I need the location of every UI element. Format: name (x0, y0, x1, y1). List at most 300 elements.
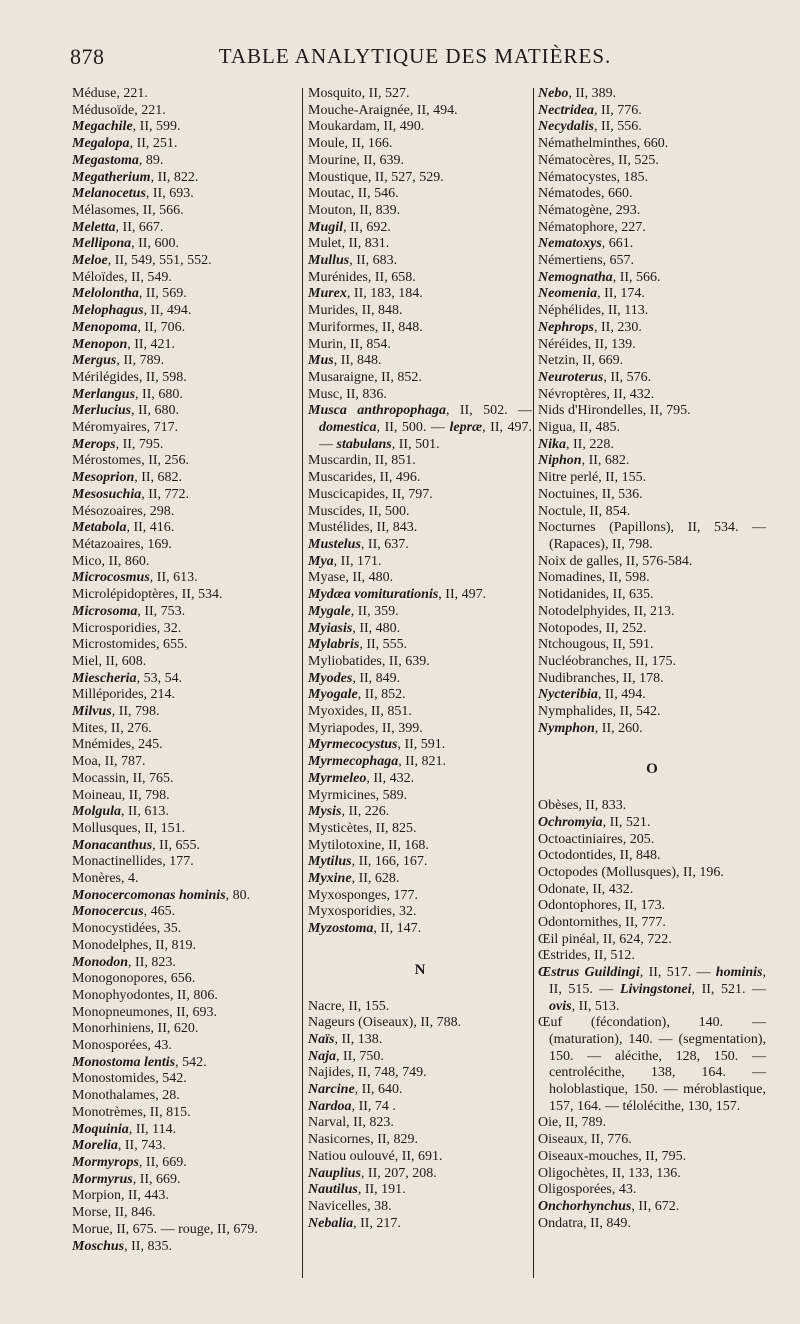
entry-taxon-name: Nycteribia (538, 687, 598, 703)
index-entry (538, 671, 766, 688)
entry-text: Narval, II, 823. (308, 1115, 394, 1131)
column-divider (302, 88, 303, 1278)
entry-text: , II, 637. (360, 536, 409, 552)
entry-taxon-name: Myrmecophaga (308, 754, 399, 770)
entry-taxon-name: Niphon (538, 453, 582, 469)
index-entry (308, 353, 532, 370)
entry-text: , II, 667. (115, 219, 164, 235)
entry-text: Octodontides, II, 848. (538, 848, 661, 864)
entry-text: Mulet, II, 831. (308, 236, 390, 252)
entry-text: Médusoïde, 221. (72, 102, 166, 118)
index-entry (538, 1166, 766, 1183)
entry-text: Myliobatides, II, 639. (308, 653, 430, 669)
entry-taxon-name: Metabola (72, 520, 127, 536)
entry-text: , II, 628. (351, 871, 400, 887)
entry-text: Notodelphyides, II, 213. (538, 603, 675, 619)
entry-taxon-name: Melolontha (72, 286, 139, 302)
index-entry (308, 220, 532, 237)
index-entry (72, 654, 298, 671)
index-entry (72, 737, 298, 754)
index-entry (538, 1015, 766, 1115)
entry-taxon-name: Moquinia (72, 1121, 129, 1137)
entry-text: Odonate, II, 432. (538, 881, 634, 897)
index-entry (72, 804, 298, 821)
entry-text: Monostomides, 542. (72, 1071, 187, 1087)
entry-taxon-name: Onchorhynchus (538, 1199, 632, 1214)
index-entry (72, 671, 298, 688)
page-header (70, 44, 760, 78)
entry-text: Murénides, II, 658. (308, 269, 416, 285)
entry-text: Monopneumones, II, 693. (72, 1004, 218, 1020)
index-entry (72, 788, 298, 805)
index-entry (538, 654, 766, 671)
index-entry (538, 1199, 766, 1216)
entry-text: , II, 655. (152, 837, 200, 853)
index-entry (308, 1115, 532, 1132)
index-entry (308, 704, 532, 721)
index-entry (72, 370, 298, 387)
entry-taxon-name: Narcine (308, 1082, 355, 1098)
entry-text: Nymphalides, II, 542. (538, 704, 661, 720)
section-letter: O (646, 761, 658, 778)
entry-text: , II, 591. (397, 737, 446, 753)
entry-text: , II, 494. (143, 303, 192, 319)
index-entry (538, 387, 766, 404)
index-entry (72, 570, 298, 587)
entry-text: , II, 599. (132, 119, 181, 135)
index-entry (538, 965, 766, 1015)
section-letter: N (414, 961, 426, 978)
index-entry (538, 353, 766, 370)
index-entry (308, 888, 532, 905)
entry-text: , II, 852. (357, 687, 406, 703)
entry-taxon-name: Naja (308, 1048, 336, 1064)
entry-text: , II, 228. (566, 436, 614, 452)
entry-text: Monactinellides, 177. (72, 854, 194, 870)
index-entry (72, 403, 298, 420)
column-divider (533, 88, 534, 1278)
index-entry (538, 520, 766, 553)
entry-taxon-name: Nebo (538, 86, 569, 101)
entry-taxon-name: Naïs (308, 1031, 335, 1047)
entry-taxon-name: Nectridea (538, 102, 594, 118)
entry-taxon-name: hominis (715, 965, 763, 981)
index-entry (308, 236, 532, 253)
entry-text: , II, 600. (131, 236, 179, 252)
entry-text: Muscardin, II, 851. (308, 453, 416, 469)
entry-text: Microlépidoptères, II, 534. (72, 587, 223, 603)
entry-text: , II, 226. (341, 804, 390, 820)
entry-text: , II, 421. (127, 336, 176, 352)
entry-taxon-name: Myrmecocystus (308, 737, 398, 753)
entry-text: Oiseaux-mouches, II, 795. (538, 1148, 687, 1164)
entry-taxon-name: Moschus (72, 1238, 125, 1254)
entry-text: , II, 743. (117, 1138, 166, 1154)
entry-text: , II, 795. (115, 436, 164, 452)
index-entry (538, 798, 766, 815)
entry-taxon-name: Nephrops (538, 319, 595, 335)
running-title: TABLE ANALYTIQUE DES MATIÈRES. (218, 44, 612, 68)
entry-text: Mico, II, 860. (72, 553, 150, 569)
index-entry (308, 1132, 532, 1149)
entry-taxon-name: Microsoma (72, 603, 138, 619)
index-entry (308, 370, 532, 387)
entry-text: , II, 74 . (351, 1098, 396, 1114)
index-entry (538, 453, 766, 470)
entry-text: , II, 549, 551, 552. (107, 253, 212, 269)
index-column-1 (72, 86, 298, 1255)
entry-text: , II, 494. (597, 687, 646, 703)
index-entry (72, 303, 298, 320)
index-entry (72, 687, 298, 704)
index-entry (308, 504, 532, 521)
entry-text: Notidanides, II, 635. (538, 587, 654, 603)
index-entry (72, 621, 298, 638)
entry-text: Monodelphes, II, 819. (72, 937, 197, 953)
entry-text: Néréides, II, 139. (538, 336, 636, 352)
index-entry (72, 1038, 298, 1055)
index-entry (72, 704, 298, 721)
entry-text: Œstrides, II, 512. (538, 948, 635, 964)
entry-text: , II, 669. (138, 1155, 187, 1170)
entry-taxon-name: Megachile (72, 119, 133, 135)
entry-text: Microstomides, 655. (72, 637, 188, 653)
index-entry (308, 153, 532, 170)
entry-text: Odontornithes, II, 777. (538, 915, 666, 931)
index-entry (72, 203, 298, 220)
entry-text: Ondatra, II, 849. (538, 1215, 631, 1231)
entry-text: , II, 480. (352, 620, 401, 636)
entry-taxon-name: Nematoxys (538, 236, 602, 252)
entry-taxon-name: Molgula (72, 804, 122, 820)
entry-taxon-name: Mesoprion (72, 470, 135, 486)
index-entry (538, 86, 766, 103)
index-entry (72, 470, 298, 487)
index-entry (308, 921, 532, 938)
index-entry (308, 838, 532, 855)
entry-text: , II, 114. (128, 1121, 177, 1137)
entry-text: , II, 389. (568, 86, 617, 101)
entry-text: Nomadines, II, 598. (538, 570, 650, 586)
index-entry (72, 1172, 298, 1189)
entry-text: Mésozoaires, 298. (72, 503, 175, 519)
index-entry (538, 915, 766, 932)
page-number: 878 (70, 44, 105, 69)
index-entry (72, 637, 298, 654)
index-entry (538, 882, 766, 899)
index-entry (538, 303, 766, 320)
index-entry (308, 86, 532, 103)
entry-taxon-name: Necydalis (538, 119, 594, 135)
entry-text: , 80. (225, 887, 251, 903)
entry-text: Octoactiniaires, 205. (538, 831, 655, 847)
entry-text: , II, 772. (141, 486, 190, 502)
entry-taxon-name: domestica (319, 420, 377, 436)
index-entry (308, 1049, 532, 1066)
index-entry (308, 871, 532, 888)
entry-text: Mites, II, 276. (72, 720, 152, 736)
entry-text: , 89. (138, 152, 164, 168)
index-entry (72, 236, 298, 253)
index-entry (308, 854, 532, 871)
entry-text: , II, 750. (336, 1048, 384, 1064)
index-entry (72, 353, 298, 370)
entry-text: Mosquito, II, 527. (308, 86, 410, 101)
index-entry (538, 337, 766, 354)
entry-text: Métazoaires, 169. (72, 536, 172, 552)
entry-text: Mnémides, 245. (72, 737, 163, 753)
index-entry (308, 737, 532, 754)
entry-text: , II, 207, 208. (360, 1165, 437, 1181)
entry-taxon-name: Menopon (72, 336, 128, 352)
entry-text: Nucléobranches, II, 175. (538, 653, 677, 669)
index-entry (308, 320, 532, 337)
index-entry (538, 320, 766, 337)
index-entry (72, 838, 298, 855)
index-entry (308, 1166, 532, 1183)
index-entry (308, 253, 532, 270)
index-entry (308, 487, 532, 504)
index-entry (538, 1216, 766, 1233)
index-entry (538, 136, 766, 153)
entry-text: , II, 849. (352, 670, 401, 686)
index-entry (538, 587, 766, 604)
index-entry (308, 587, 532, 604)
entry-text: , II, 669. (132, 1171, 181, 1187)
entry-taxon-name: Monostoma lentis (72, 1054, 176, 1070)
entry-text: , II, 680. (135, 386, 183, 402)
index-entry (72, 721, 298, 738)
entry-text: Noctule, II, 854. (538, 503, 631, 519)
index-entry (538, 203, 766, 220)
entry-taxon-name: Microcosmus (72, 570, 150, 586)
entry-taxon-name: Melanocetus (72, 186, 146, 202)
entry-text: , II, 171. (333, 553, 382, 569)
entry-text: Muriformes, II, 848. (308, 319, 423, 335)
index-entry (308, 186, 532, 203)
entry-text: , II, 217. (353, 1215, 401, 1231)
entry-text: Mouton, II, 839. (308, 202, 401, 218)
entry-text: , II, 848. (333, 353, 382, 369)
entry-text: Oie, II, 789. (538, 1115, 607, 1131)
entry-text: Noix de galles, II, 576-584. (538, 553, 693, 569)
index-entry (308, 387, 532, 404)
entry-text: Milléporides, 214. (72, 687, 176, 703)
entry-taxon-name: Livingstonei (619, 981, 692, 997)
entry-taxon-name: Monodon (72, 954, 129, 970)
entry-text: Nigua, II, 485. (538, 420, 621, 436)
entry-text: Murin, II, 854. (308, 336, 391, 352)
entry-taxon-name: Myiasis (308, 620, 353, 636)
entry-text: Nématocystes, 185. (538, 169, 649, 185)
entry-taxon-name: Morelia (72, 1138, 118, 1154)
index-entry (72, 153, 298, 170)
entry-taxon-name: Neuroterus (538, 369, 604, 385)
entry-text: Najides, II, 748, 749. (308, 1065, 427, 1081)
index-entry (72, 1155, 298, 1172)
index-entry (72, 320, 298, 337)
entry-taxon-name: Nauplius (308, 1165, 361, 1181)
entry-text: Murides, II, 848. (308, 303, 403, 319)
entry-text: Œil pinéal, II, 624, 722. (538, 931, 672, 947)
entry-text: Nématodes, 660. (538, 186, 633, 202)
entry-text: Mouche-Araignée, II, 494. (308, 102, 458, 118)
entry-text: Myxosporidies, 32. (308, 904, 417, 920)
index-entry (538, 621, 766, 638)
entry-text: , II, 501. (391, 436, 440, 452)
entry-taxon-name: Myxine (308, 871, 352, 887)
index-entry (308, 103, 532, 120)
index-entry (308, 554, 532, 571)
entry-text: Muscarides, II, 496. (308, 470, 421, 486)
entry-text: Mourine, II, 639. (308, 152, 405, 168)
index-entry (308, 621, 532, 638)
entry-text: , II, 416. (126, 520, 175, 536)
index-entry (308, 804, 532, 821)
entry-taxon-name: Ochromyia (538, 814, 603, 830)
entry-text: , II, 798. (111, 704, 160, 720)
entry-text: , II, 174. (597, 286, 645, 302)
index-entry (538, 170, 766, 187)
index-entry (72, 186, 298, 203)
index-entry (72, 1188, 298, 1205)
entry-text: , II, 823. (128, 954, 176, 970)
index-entry (72, 119, 298, 136)
entry-text: Méduse, 221. (72, 86, 148, 101)
index-entry (72, 771, 298, 788)
index-entry (538, 704, 766, 721)
entry-taxon-name: stabulans (336, 436, 392, 452)
index-entry (538, 470, 766, 487)
index-entry (72, 504, 298, 521)
entry-taxon-name: Monocercomonas hominis (72, 887, 226, 903)
entry-text: , II, 230. (594, 319, 642, 335)
entry-taxon-name: lepræ (449, 420, 483, 436)
index-entry (72, 437, 298, 454)
entry-taxon-name: Neomenia (538, 286, 598, 302)
entry-taxon-name: Milvus (72, 704, 112, 720)
index-entry (308, 637, 532, 654)
entry-text: Muscides, II, 500. (308, 503, 410, 519)
index-entry (72, 487, 298, 504)
index-entry (72, 1088, 298, 1105)
index-entry (72, 888, 298, 905)
entry-text: Moule, II, 166. (308, 136, 393, 152)
entry-taxon-name: Mormyrops (72, 1155, 139, 1170)
entry-text: , II, 191. (357, 1182, 406, 1198)
index-entry (308, 687, 532, 704)
index-entry (308, 721, 532, 738)
index-entry (308, 1082, 532, 1099)
index-entry (308, 999, 532, 1016)
entry-text: Monogonopores, 656. (72, 971, 196, 987)
index-entry (308, 604, 532, 621)
index-entry (72, 270, 298, 287)
index-entry (308, 754, 532, 771)
entry-taxon-name: Nika (538, 436, 566, 452)
entry-text: Miel, II, 608. (72, 653, 147, 669)
entry-text: , II, 497. (438, 587, 487, 603)
entry-text: Moineau, II, 798. (72, 787, 170, 803)
entry-text: Nacre, II, 155. (308, 998, 390, 1014)
index-column-3 (538, 86, 766, 1232)
entry-text: Monorhiniens, II, 620. (72, 1021, 199, 1037)
entry-text: Monocystidées, 35. (72, 921, 182, 937)
entry-text: Nématophore, 227. (538, 219, 646, 235)
index-entry (308, 286, 532, 303)
entry-text: , II, 693. (145, 186, 194, 202)
entry-text: Ntchougous, II, 591. (538, 637, 654, 653)
index-entry (538, 119, 766, 136)
index-entry (308, 570, 532, 587)
entry-text: , II, 500. — (376, 420, 450, 436)
index-entry (538, 270, 766, 287)
index-entry (538, 236, 766, 253)
entry-text: , II, 822. (150, 169, 199, 185)
index-entry (72, 1055, 298, 1072)
entry-text: Myoxides, II, 851. (308, 704, 412, 720)
index-entry (308, 537, 532, 554)
index-entry (308, 1032, 532, 1049)
index-entry (308, 1015, 532, 1032)
index-entry (538, 932, 766, 949)
entry-taxon-name: Megatherium (72, 169, 151, 185)
entry-text: Nudibranches, II, 178. (538, 670, 664, 686)
entry-text: Mytilotoxine, II, 168. (308, 837, 429, 853)
entry-text: Mérilégides, II, 598. (72, 369, 187, 385)
entry-taxon-name: Myogale (308, 687, 358, 703)
index-entry (308, 1199, 532, 1216)
index-entry (538, 403, 766, 420)
entry-text: , II, 260. (594, 720, 643, 736)
entry-taxon-name: Mesosuchia (72, 486, 142, 502)
entry-text: , II, 147. (373, 921, 422, 937)
entry-text: Odontophores, II, 173. (538, 898, 666, 914)
entry-text: Némathelminthes, 660. (538, 136, 669, 152)
entry-text: , II, 683. (349, 253, 398, 269)
index-entry (72, 854, 298, 871)
entry-text: Oligosporées, 43. (538, 1182, 637, 1198)
entry-taxon-name: Megalopa (72, 136, 130, 152)
entry-text: , II, 183, 184. (346, 286, 423, 302)
entry-text: Monothalames, 28. (72, 1088, 180, 1104)
entry-taxon-name: Melophagus (72, 303, 144, 319)
index-entry (538, 1149, 766, 1166)
entry-text: , II, 682. (581, 453, 630, 469)
entry-taxon-name: Merops (72, 436, 116, 452)
index-entry (72, 86, 298, 103)
entry-text: , II, 432. (366, 770, 415, 786)
entry-taxon-name: Mygale (308, 603, 351, 619)
entry-text: Musaraigne, II, 852. (308, 369, 422, 385)
entry-text: Noctuines, II, 536. (538, 486, 643, 502)
entry-taxon-name: Myodes (308, 670, 353, 686)
entry-text: Méromyaires, 717. (72, 420, 179, 436)
entry-text: , II, 753. (137, 603, 186, 619)
index-entry (72, 1122, 298, 1139)
index-entry (72, 170, 298, 187)
entry-text: , 465. (143, 904, 176, 920)
entry-text: Notopodes, II, 252. (538, 620, 647, 636)
entry-text: , II, 555. (359, 637, 408, 653)
entry-text: , II, 640. (354, 1082, 403, 1098)
entry-taxon-name: ovis (549, 998, 572, 1014)
entry-taxon-name: Mullus (308, 253, 350, 269)
entry-text: Néphélides, II, 113. (538, 303, 649, 319)
index-entry (538, 220, 766, 237)
entry-text: Octopodes (Mollusques), II, 196. (538, 864, 724, 880)
index-entry (72, 1071, 298, 1088)
